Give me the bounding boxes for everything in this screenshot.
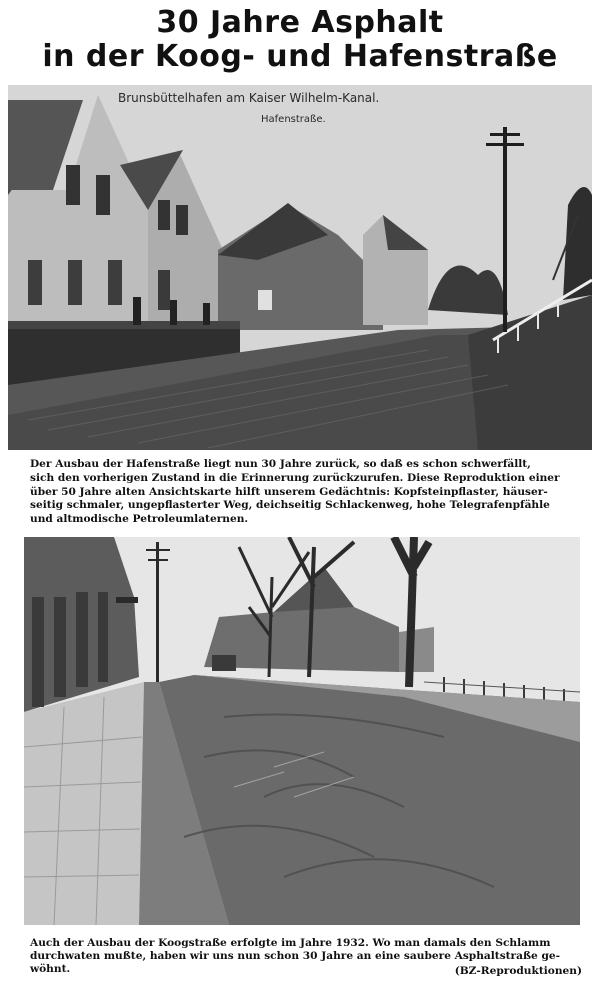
caption2-line: durchwaten mußte, haben wir uns nun schon 30 Jahre an eine saubere Asphaltstraße ge- [30, 950, 561, 963]
postcard-subtitle: Hafenstraße. [261, 114, 326, 125]
photo-credit: (BZ-Reproduktionen) [454, 965, 582, 977]
postcard-title: Brunsbüttelhafen am Kaiser Wilhelm-Kanal. [118, 91, 380, 105]
headline-line-1: 30 Jahre Asphalt [156, 5, 444, 40]
hafenstrasse-postcard-photo [8, 85, 592, 450]
caption1-line: seitig schmaler, ungepflasterter Weg, deichseitig Schlackenweg, hohe Telegrafenpfähle [30, 499, 550, 512]
article-headline [0, 6, 600, 74]
koogstrasse-photo [24, 537, 580, 925]
caption1-line: über 50 Jahre alten Ansichtskarte hilft unserem Gedächtnis: Kopfsteinpflaster, häuser- [30, 485, 548, 498]
caption1-line: und altmodische Petroleumlaternen. [30, 513, 249, 526]
caption2-line: wöhnt. [30, 963, 71, 976]
caption2-line: Auch der Ausbau der Koogstraße erfolgte im Jahre 1932. Wo man damals den Schlamm [30, 937, 551, 949]
caption1-line: sich den vorherigen Zustand in die Erinnerung zurückzurufen. Diese Reproduktion einer [30, 471, 560, 484]
headline-line-2: in der Koog- und Hafenstraße [42, 39, 558, 74]
caption-hafenstrasse [30, 458, 590, 527]
caption1-line: Der Ausbau der Hafenstraße liegt nun 30 Jahre zurück, so daß es schon schwerfällt, [30, 458, 531, 470]
